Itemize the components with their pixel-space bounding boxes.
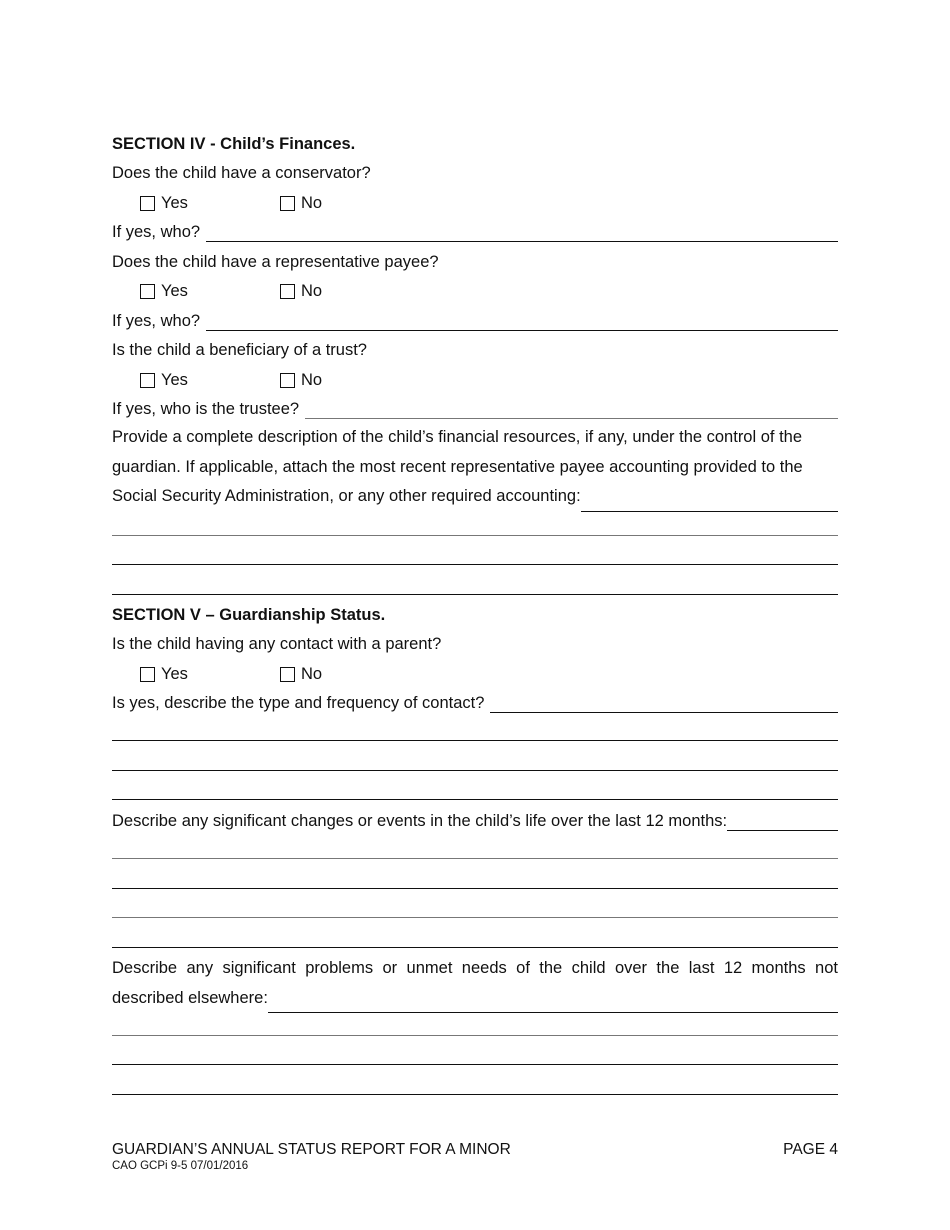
changes-label: Describe any significant changes or events in the child’s life over the last 12 months: — [112, 812, 728, 830]
parent-contact-options — [140, 664, 322, 684]
conservator-question: Does the child have a conservator? — [112, 164, 371, 182]
problems-line-1: Describe any significant problems or unmet needs of the child over the last 12 months not — [112, 959, 838, 977]
financial-description-line-2: guardian. If applicable, attach the most recent representative payee accounting provided to the — [112, 457, 803, 476]
trust-yes-label: Yes — [161, 371, 188, 389]
contact-description-label: Is yes, describe the type and frequency of contact? — [112, 694, 485, 712]
trustee-row — [112, 399, 838, 419]
changes-answer-line-4[interactable] — [112, 947, 838, 948]
conservator-who-row — [112, 222, 838, 242]
conservator-yes-checkbox[interactable] — [140, 196, 155, 211]
trustee-label: If yes, who is the trustee? — [112, 400, 300, 418]
trust-yes-option[interactable] — [140, 370, 280, 390]
payee-who-row — [112, 311, 838, 331]
financial-description-label: Social Security Administration, or any other required accounting: — [112, 487, 581, 505]
changes-row — [112, 811, 838, 831]
conservator-no-label: No — [301, 194, 323, 212]
financial-answer-line-3[interactable] — [112, 594, 838, 595]
problems-line-2 — [112, 984, 838, 1014]
trust-no-checkbox[interactable] — [280, 373, 295, 388]
trust-no-option[interactable] — [280, 370, 322, 390]
payee-yes-checkbox[interactable] — [140, 284, 155, 299]
conservator-yes-option[interactable] — [140, 193, 280, 213]
footer-title: GUARDIAN’S ANNUAL STATUS REPORT FOR A MINOR — [112, 1141, 511, 1158]
trustee-field[interactable] — [305, 401, 838, 419]
conservator-options — [140, 193, 322, 213]
problems-answer-line-1[interactable] — [112, 1035, 838, 1036]
financial-description-line-3 — [112, 482, 838, 512]
financial-description-line-1: Provide a complete description of the child’s financial resources, if any, under the control of the — [112, 428, 803, 446]
problems-field[interactable] — [268, 992, 838, 1013]
financial-description-paragraph — [112, 423, 838, 512]
parent-contact-question: Is the child having any contact with a parent? — [112, 635, 442, 653]
trust-options — [140, 370, 322, 390]
problems-answer-line-2[interactable] — [112, 1064, 838, 1065]
footer-form-code: CAO GCPi 9-5 07/01/2016 — [112, 1160, 249, 1172]
parent-contact-no-option[interactable] — [280, 664, 322, 684]
trust-no-label: No — [301, 371, 323, 389]
financial-answer-line-2[interactable] — [112, 564, 838, 565]
payee-question: Does the child have a representative payee? — [112, 253, 439, 271]
changes-field[interactable] — [727, 813, 838, 831]
payee-who-field[interactable] — [206, 313, 838, 331]
conservator-who-field[interactable] — [206, 224, 838, 242]
payee-no-checkbox[interactable] — [280, 284, 295, 299]
financial-description-field[interactable] — [581, 491, 838, 512]
parent-contact-yes-checkbox[interactable] — [140, 667, 155, 682]
payee-options — [140, 281, 322, 301]
parent-contact-no-label: No — [301, 665, 323, 683]
contact-answer-line-1[interactable] — [112, 740, 838, 741]
contact-description-field[interactable] — [490, 695, 838, 713]
parent-contact-yes-label: Yes — [161, 665, 188, 683]
problems-paragraph — [112, 954, 838, 1013]
payee-yes-label: Yes — [161, 282, 188, 300]
payee-no-option[interactable] — [280, 281, 322, 301]
contact-answer-line-3[interactable] — [112, 799, 838, 800]
trust-question: Is the child a beneficiary of a trust? — [112, 341, 367, 359]
problems-answer-line-3[interactable] — [112, 1094, 838, 1095]
payee-yes-option[interactable] — [140, 281, 280, 301]
changes-answer-line-1[interactable] — [112, 858, 838, 859]
parent-contact-no-checkbox[interactable] — [280, 667, 295, 682]
problems-label: described elsewhere: — [112, 988, 268, 1007]
footer-page-number: PAGE 4 — [783, 1141, 838, 1158]
conservator-no-checkbox[interactable] — [280, 196, 295, 211]
section-v-heading: SECTION V – Guardianship Status. — [112, 606, 386, 624]
changes-answer-line-2[interactable] — [112, 888, 838, 889]
payee-who-label: If yes, who? — [112, 312, 201, 330]
payee-no-label: No — [301, 282, 323, 300]
changes-answer-line-3[interactable] — [112, 917, 838, 918]
trust-yes-checkbox[interactable] — [140, 373, 155, 388]
financial-answer-line-1[interactable] — [112, 535, 838, 536]
section-iv-heading: SECTION IV - Child’s Finances. — [112, 135, 356, 153]
conservator-no-option[interactable] — [280, 193, 322, 213]
parent-contact-yes-option[interactable] — [140, 664, 280, 684]
contact-description-row — [112, 693, 838, 713]
conservator-yes-label: Yes — [161, 194, 188, 212]
contact-answer-line-2[interactable] — [112, 770, 838, 771]
conservator-who-label: If yes, who? — [112, 223, 201, 241]
